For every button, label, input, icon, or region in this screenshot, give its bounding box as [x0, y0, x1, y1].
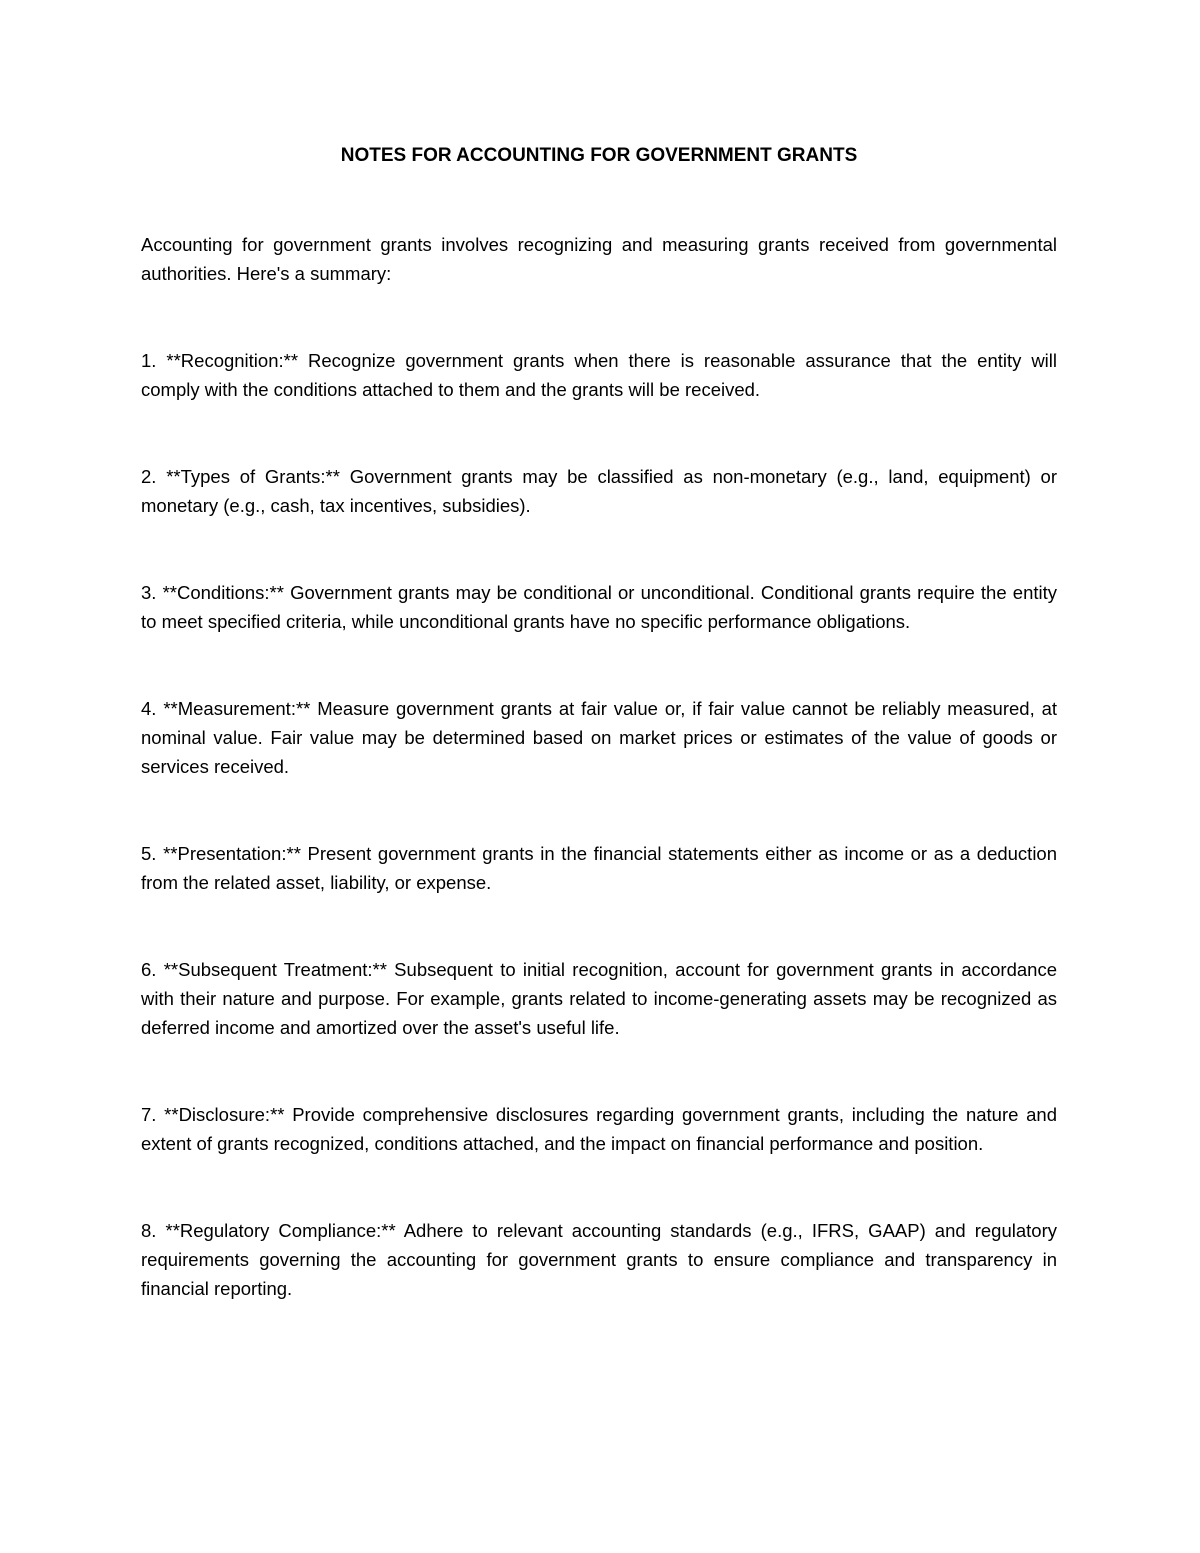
document-body — [141, 142, 1057, 1303]
note-item-1 — [141, 346, 1057, 404]
note-item-6 — [141, 955, 1057, 1042]
note-item-5 — [141, 839, 1057, 897]
note-text: **Disclosure:** Provide comprehensive disclosures regarding government grants, including the nature and extent of grants recognized, conditions attached, and the impact on financial performance and position. — [141, 1104, 1057, 1154]
note-number: 5. — [141, 843, 157, 864]
note-text: **Measurement:** Measure government grants at fair value or, if fair value cannot be reliably measured, at nominal value. Fair value may be determined based on market prices or estimates of the value of goods or services received. — [141, 698, 1058, 777]
note-number: 2. — [141, 466, 157, 487]
document-title: NOTES FOR ACCOUNTING FOR GOVERNMENT GRANTS — [340, 145, 858, 166]
note-item-7 — [141, 1100, 1057, 1158]
note-number: 3. — [141, 582, 157, 603]
note-text: **Presentation:** Present government grants in the financial statements either as income or as a deduction from the related asset, liability, or expense. — [141, 843, 1058, 893]
intro-paragraph: Accounting for government grants involves recognizing and measuring grants received from governmental authorities. Here's a summary: — [141, 234, 1057, 284]
note-text: **Conditions:** Government grants may be conditional or unconditional. Conditional grants require the entity to meet specified criteria, while unconditional grants have no specific performance obligations. — [141, 582, 1057, 632]
note-number: 7. — [141, 1104, 157, 1125]
note-item-3 — [141, 578, 1057, 636]
note-item-2 — [141, 462, 1057, 520]
note-item-8 — [141, 1216, 1057, 1303]
note-item-4 — [141, 694, 1057, 781]
note-number: 4. — [141, 698, 157, 719]
note-text: **Subsequent Treatment:** Subsequent to initial recognition, account for government grants in accordance with their nature and purpose. For example, grants related to income-generating assets may be recognized as deferred income and amortized over the asset's useful life. — [141, 959, 1057, 1038]
note-text: **Recognition:** Recognize government grants when there is reasonable assurance that the entity will comply with the conditions attached to them and the grants will be received. — [141, 350, 1058, 400]
note-number: 1. — [141, 350, 157, 371]
note-number: 8. — [141, 1220, 157, 1241]
note-number: 6. — [141, 959, 157, 980]
note-text: **Types of Grants:** Government grants may be classified as non-monetary (e.g., land, equipment) or monetary (e.g., cash, tax incentives, subsidies). — [141, 466, 1058, 516]
note-text: **Regulatory Compliance:** Adhere to relevant accounting standards (e.g., IFRS, GAAP) and regulatory requirements governing the accounting for government grants to ensure compliance and transparency in financial reporting. — [141, 1220, 1057, 1299]
